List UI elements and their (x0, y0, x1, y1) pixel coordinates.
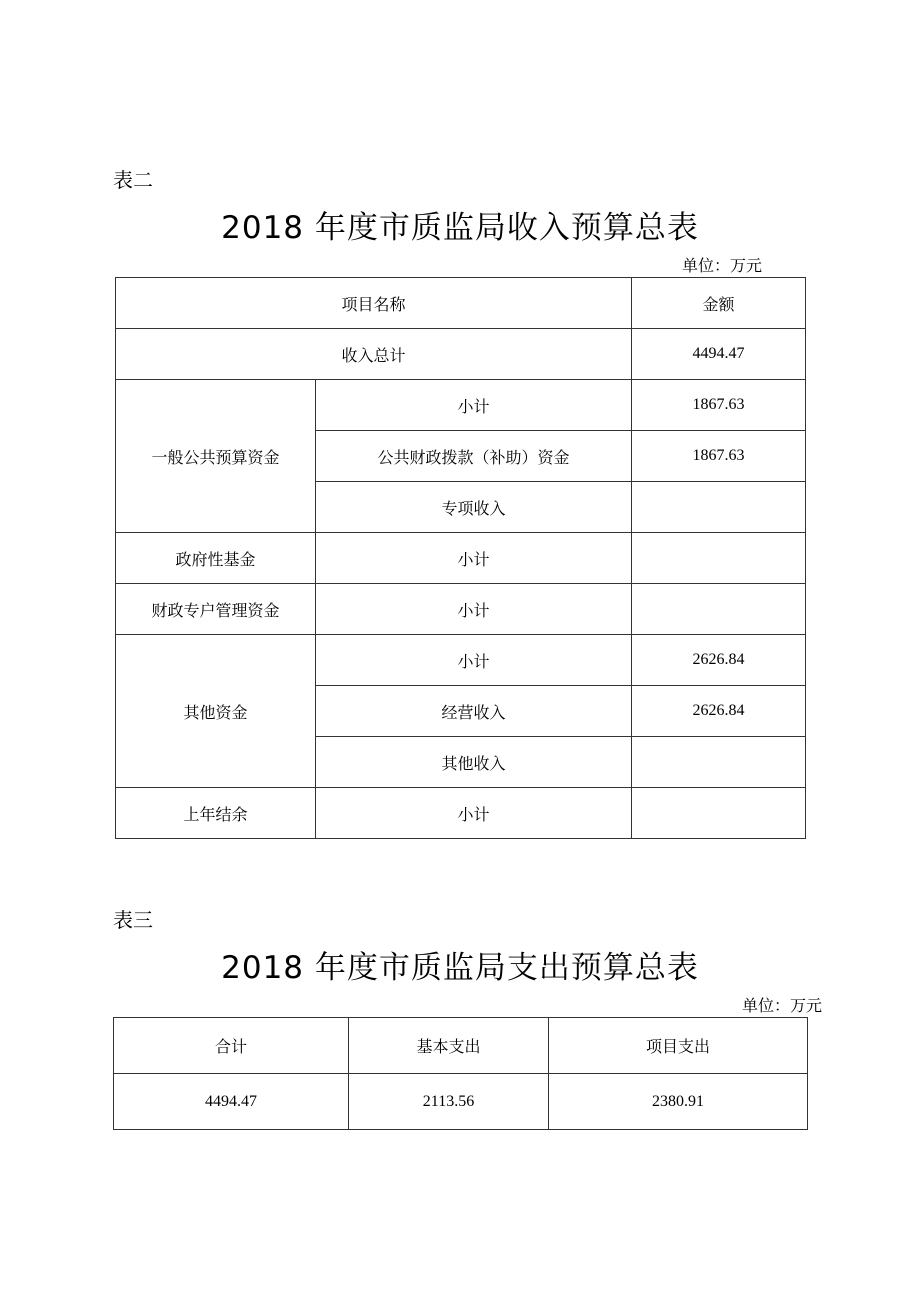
header-amount: 金额 (632, 278, 806, 329)
table-row (116, 788, 806, 839)
other-funds-subtotal-amount: 2626.84 (632, 635, 806, 686)
appropriation-label: 公共财政拨款（补助）资金 (316, 431, 632, 482)
gov-fund-subtotal-amount (632, 533, 806, 584)
table-row (114, 1074, 808, 1130)
special-income-label: 专项收入 (316, 482, 632, 533)
general-budget-label: 一般公共预算资金 (116, 380, 316, 533)
appropriation-amount: 1867.63 (632, 431, 806, 482)
header-basic-expense: 基本支出 (349, 1018, 549, 1074)
other-funds-label: 其他资金 (116, 635, 316, 788)
table3-unit: 单位：万元 (742, 996, 823, 1015)
table-row (116, 635, 806, 686)
carryover-subtotal-label: 小计 (316, 788, 632, 839)
fiscal-special-subtotal-amount (632, 584, 806, 635)
general-budget-subtotal-amount: 1867.63 (632, 380, 806, 431)
table2-number: 表二 (113, 168, 153, 192)
table3-number: 表三 (113, 908, 153, 932)
table-row (116, 380, 806, 431)
gov-fund-subtotal-label: 小计 (316, 533, 632, 584)
other-funds-subtotal-label: 小计 (316, 635, 632, 686)
table-row (116, 533, 806, 584)
table2-title: 2018 年度市质监局收入预算总表 (221, 210, 699, 246)
header-total: 合计 (114, 1018, 349, 1074)
gov-fund-label: 政府性基金 (116, 533, 316, 584)
value-total: 4494.47 (114, 1074, 349, 1130)
other-income-amount (632, 737, 806, 788)
general-budget-subtotal-label: 小计 (316, 380, 632, 431)
fiscal-special-subtotal-label: 小计 (316, 584, 632, 635)
fiscal-special-label: 财政专户管理资金 (116, 584, 316, 635)
table3-title: 2018 年度市质监局支出预算总表 (221, 950, 699, 986)
header-project-expense: 项目支出 (549, 1018, 808, 1074)
total-label: 收入总计 (116, 329, 632, 380)
other-income-label: 其他收入 (316, 737, 632, 788)
table-row (114, 1018, 808, 1074)
value-project-expense: 2380.91 (549, 1074, 808, 1130)
table-row (116, 584, 806, 635)
carryover-subtotal-amount (632, 788, 806, 839)
value-basic-expense: 2113.56 (349, 1074, 549, 1130)
table-row (116, 329, 806, 380)
table2-unit: 单位：万元 (682, 256, 763, 275)
operating-income-amount: 2626.84 (632, 686, 806, 737)
expense-budget-table (113, 1017, 808, 1130)
income-budget-table (115, 277, 806, 839)
total-amount: 4494.47 (632, 329, 806, 380)
table-row (116, 278, 806, 329)
operating-income-label: 经营收入 (316, 686, 632, 737)
carryover-label: 上年结余 (116, 788, 316, 839)
special-income-amount (632, 482, 806, 533)
header-item-name: 项目名称 (116, 278, 632, 329)
